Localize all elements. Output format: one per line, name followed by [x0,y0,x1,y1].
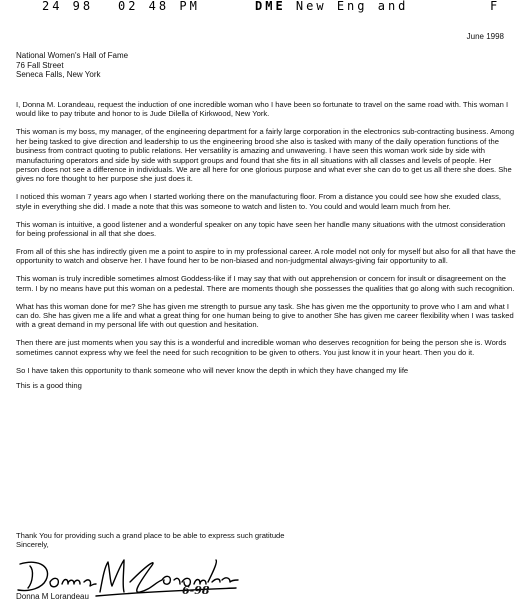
paragraph: Then there are just moments when you say this is a wonderful and incredible woman who deserves recognition for being the person she is. Words sometimes cannot express why we feel the need for such recognition to be given to others. You just know it in your heart. Then you do it. [16,338,507,357]
fax-sender [255,0,408,13]
paragraph: I, Donna M. Lorandeau, request the induction of one incredible woman who I have been so fortunate to travel on the same road with. This woman I would like to pay tribute and honor to is Jude Dilella of Kirkwood, New York. [16,100,509,119]
paragraph: This is a good thing [16,380,82,390]
letter-body [16,100,516,399]
valediction: Sincerely, [16,540,49,550]
address-line: National Women's Hall of Fame [16,51,129,60]
paragraph: I noticed this woman 7 years ago when I started working there on the manufacturing floor. From a distance you could see how she exuded class, style in everything she did. I made a note that this was someone to watch and listen to. You could and would learn much from her. [16,192,502,211]
address-line: 76 Fall Street [16,60,64,70]
recipient-address [16,51,128,80]
closing-block [16,531,285,550]
letter-date: June 1998 [466,32,504,41]
fax-sender-name: New Eng and [295,0,409,13]
typed-name: Donna M Lorandeau [16,592,89,601]
handwritten-date: 6-98 [182,584,210,597]
closing-line: Thank You for providing such a grand place to be able to express such gratitude [16,531,285,540]
paragraph: This woman is truly incredible sometimes almost Goddess-like if I may say that with out apprehension or concern for insult or disagreement on the term. I by no means have put this woman on a pedestal. There are moments though she possesses the qualities that go along with such recognition. [16,274,515,293]
paragraph: So I have taken this opportunity to thank someone who will never know the depth in which they have changed my life [16,365,409,375]
paragraph: This woman is intuitive, a good listener and a wonderful speaker on any topic have seen her handle many situations with the utmost consideration for being professional in all that she does. [16,219,506,238]
paragraph: From all of this she has indirectly given me a point to aspire to in my professional career. A role model not only for myself but also for all that have the opportunity to watch and observe her. I have found her to be non-biased and non-judgmental always-giving fair opportunity to all. [16,246,516,266]
fax-time: 02 48 PM [118,0,200,13]
fax-page-marker: F [490,0,501,13]
fax-date: 24 98 [42,0,94,13]
address-line: Seneca Falls, New York [16,70,101,79]
paragraph: What has this woman done for me? She has given me strength to pursue any task. She has given me the opportunity to prove who I am and what I can do. She has given me a life and what a great thing for one human being to give to another She has given me career flexibility when I was tasked with a great demand in my personal life with out question and hesitation. [16,301,514,330]
fax-header [0,0,520,14]
paragraph: This woman is my boss, my manager, of the engineering department for a fairly large corporation in the electronics sub-contracting business. Among her being tasked to give direction and leadership to us the engineering brood she also is tasked with many of the daily operation functions of the business from contract quoting to public relations. Her versatility is amazing and unwavering. I have seen this woman work side by side with manufacturing operators and side by side with support groups and found that she fits in all situations with all classes and levels of people. Her person does not see a difference in individuals. We are all here for one glorious purpose and what ever she can do to get us all there she does. She gives no fore thought to her purpose she just does it. [16,127,515,184]
fax-sender-code: DME [255,0,286,13]
